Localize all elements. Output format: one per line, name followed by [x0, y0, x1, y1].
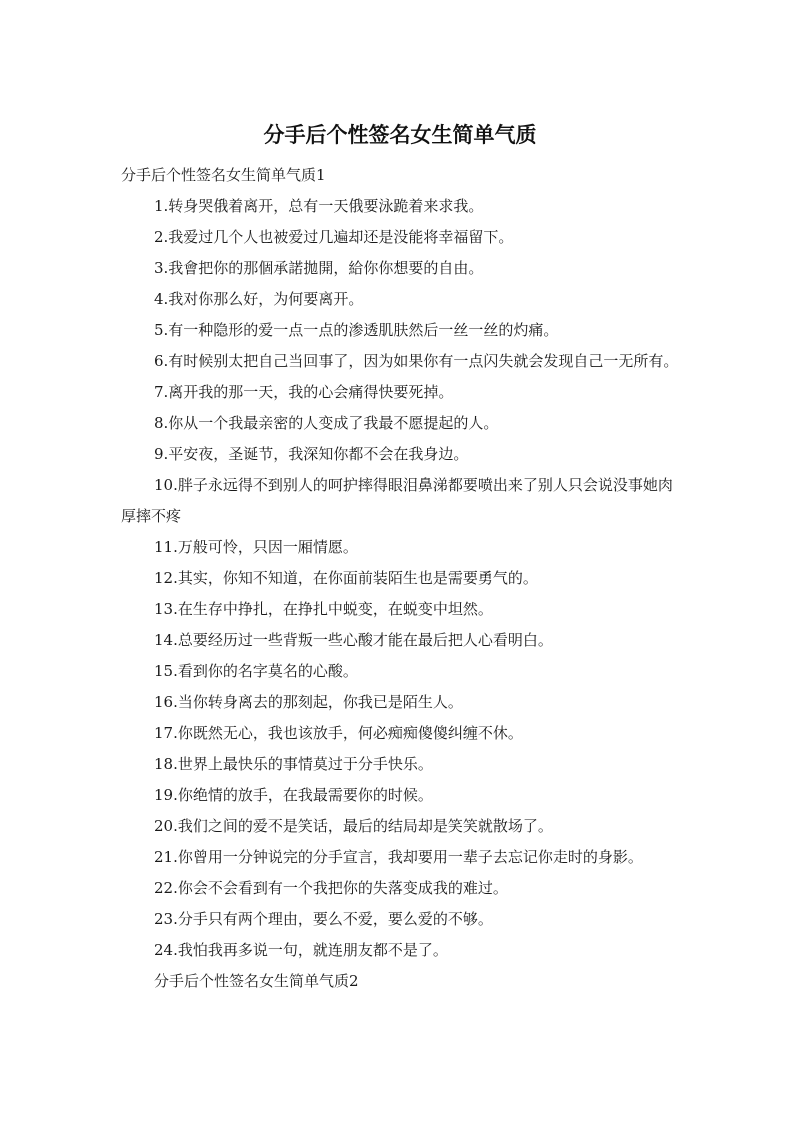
signature-item-20: 20.我们之间的爱不是笑话，最后的结局却是笑笑就散场了。: [154, 817, 553, 835]
signature-item-14: 14.总要经历过一些背叛一些心酸才能在最后把人心看明白。: [154, 631, 553, 649]
signature-item-17: 17.你既然无心，我也该放手，何必痴痴傻傻纠缠不休。: [154, 724, 523, 742]
signature-item-18: 18.世界上最快乐的事情莫过于分手快乐。: [154, 755, 433, 773]
signature-item-12: 12.其实，你知不知道，在你面前装陌生也是需要勇气的。: [154, 569, 538, 587]
signature-item-8: 8.你从一个我最亲密的人变成了我最不愿提起的人。: [154, 414, 499, 432]
signature-item-7: 7.离开我的那一天，我的心会痛得快要死掉。: [154, 383, 454, 401]
signature-item-6: 6.有时候别太把自己当回事了，因为如果你有一点闪失就会发现自己一无所有。: [154, 352, 679, 370]
signature-list: [121, 191, 681, 966]
signature-item-22: 22.你会不会看到有一个我把你的失落变成我的难过。: [154, 879, 508, 897]
signature-item-11: 11.万般可怜，只因一厢情愿。: [154, 538, 358, 556]
signature-item-9: 9.平安夜，圣诞节，我深知你都不会在我身边。: [154, 445, 469, 463]
signature-item-10: 10.胖子永远得不到别人的呵护摔得眼泪鼻涕都要喷出来了别人只会说没事她肉厚摔不疼: [121, 476, 673, 525]
signature-item-5: 5.有一种隐形的爱一点一点的渗透肌肤然后一丝一丝的灼痛。: [154, 321, 559, 339]
signature-item-21: 21.你曾用一分钟说完的分手宣言，我却要用一辈子去忘记你走时的身影。: [154, 848, 643, 866]
signature-item-13: 13.在生存中挣扎，在挣扎中蜕变，在蜕变中坦然。: [154, 600, 493, 618]
signature-item-1: 1.转身哭俄着离开，总有一天俄要泳跪着来求我。: [154, 197, 484, 215]
signature-item-24: 24.我怕我再多说一句，就连朋友都不是了。: [154, 941, 448, 959]
signature-item-3: 3.我會把你的那個承諾拋開，給你你想要的自由。: [154, 259, 484, 277]
signature-item-23: 23.分手只有两个理由，要么不爱，要么爱的不够。: [154, 910, 493, 928]
document-body: [121, 160, 681, 997]
section-heading-2: 分手后个性签名女生简单气质2: [154, 972, 359, 990]
signature-item-15: 15.看到你的名字莫名的心酸。: [154, 662, 358, 680]
signature-item-19: 19.你绝情的放手，在我最需要你的时候。: [154, 786, 433, 804]
signature-item-2: 2.我爱过几个人也被爱过几遍却还是没能将幸福留下。: [154, 228, 514, 246]
section-heading-1: 分手后个性签名女生简单气质1: [121, 166, 326, 184]
signature-item-4: 4.我对你那么好，为何要离开。: [154, 290, 364, 308]
document-title: 分手后个性签名女生简单气质: [263, 123, 537, 147]
signature-item-16: 16.当你转身离去的那刻起，你我已是陌生人。: [154, 693, 463, 711]
